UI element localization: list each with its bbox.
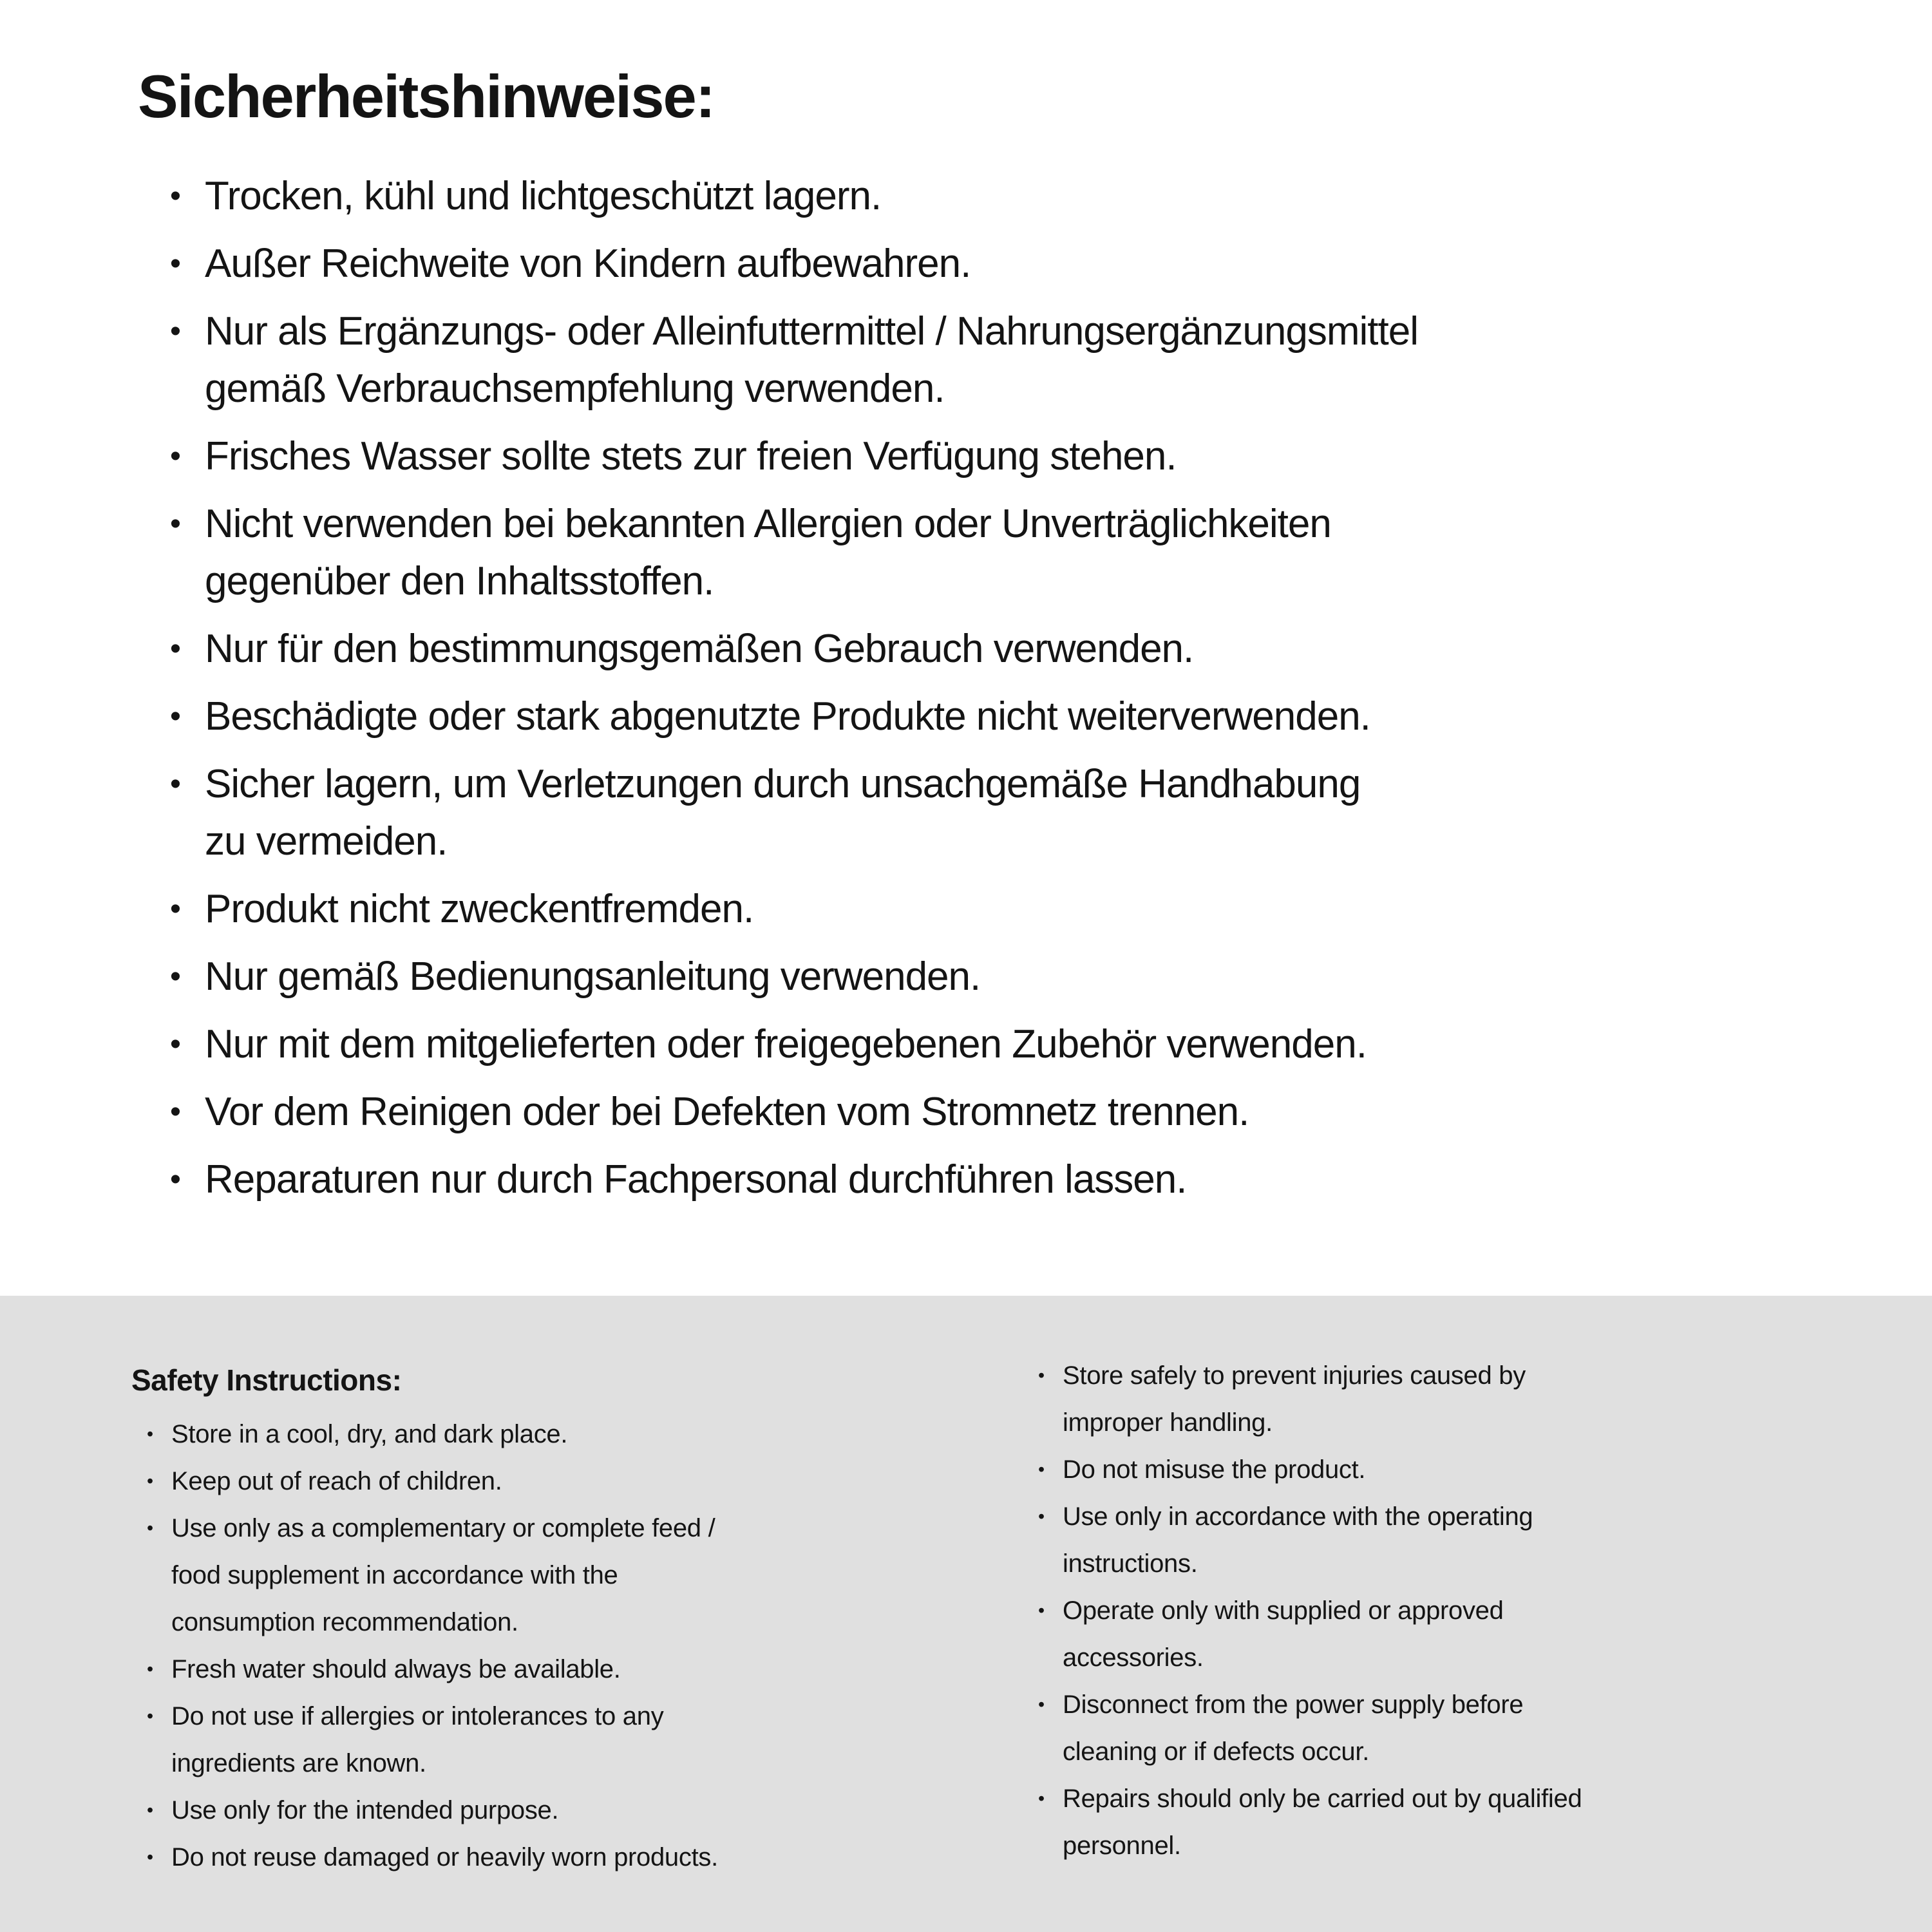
list-item-text [205, 428, 1909, 485]
list-item-line: • Trocken, kühl und lichtgeschützt lagern. [205, 174, 882, 219]
list-item-line: • Frisches Wasser sollte stets zur freien Verfügung stehen. [205, 434, 1177, 479]
list-item-text [205, 880, 1909, 938]
english-list-item [1023, 1587, 1911, 1681]
english-list-item [131, 1458, 1001, 1505]
list-item-text [205, 1016, 1909, 1073]
german-safety-section [138, 62, 1909, 1218]
list-item-text [205, 235, 1909, 292]
list-item-line: • Use only in accordance with the operating [1063, 1502, 1533, 1531]
list-item-line: ingredients are known. [171, 1749, 426, 1778]
list-item-text [205, 303, 1909, 417]
list-item-text [171, 1834, 1001, 1881]
list-item-line: • Do not use if allergies or intolerances to any [171, 1702, 664, 1731]
list-item-text [205, 688, 1909, 745]
list-item-line: • Produkt nicht zweckentfremden. [205, 887, 754, 932]
list-item-line: zu vermeiden. [205, 819, 448, 864]
list-item-text [205, 620, 1909, 677]
english-safety-list-left [131, 1411, 1001, 1881]
list-item-line: • Use only for the intended purpose. [171, 1796, 559, 1825]
german-list-item [138, 1083, 1909, 1141]
english-safety-list-right [1023, 1352, 1911, 1870]
german-list-item [138, 167, 1909, 225]
english-section-title: Safety Instructions: [131, 1363, 402, 1397]
list-item-line: • Nur als Ergänzungs- oder Alleinfuttermittel / Nahrungsergänzungsmittel [205, 309, 1418, 354]
english-list-item [1023, 1493, 1911, 1587]
german-list-item [138, 303, 1909, 417]
english-list-item [131, 1505, 1001, 1646]
list-item-text [205, 167, 1909, 225]
list-item-line: • Store in a cool, dry, and dark place. [171, 1420, 568, 1449]
german-list-item [138, 1151, 1909, 1208]
list-item-line: • Außer Reichweite von Kindern aufbewahren. [205, 242, 971, 287]
list-item-line: • Nicht verwenden bei bekannten Allergien oder Unverträglichkeiten [205, 502, 1331, 547]
list-item-text [171, 1411, 1001, 1458]
german-list-item [138, 948, 1909, 1005]
english-list-item [131, 1411, 1001, 1458]
english-list-item [131, 1693, 1001, 1787]
list-item-text [205, 495, 1909, 610]
german-list-item [138, 495, 1909, 610]
list-item-text [171, 1646, 1001, 1693]
list-item-line: instructions. [1063, 1549, 1198, 1578]
list-item-line: • Fresh water should always be available. [171, 1655, 621, 1684]
list-item-line: • Nur mit dem mitgelieferten oder freigegebenen Zubehör verwenden. [205, 1022, 1367, 1067]
list-item-text [205, 755, 1909, 870]
english-list-item [1023, 1446, 1911, 1493]
list-item-line: • Nur gemäß Bedienungsanleitung verwenden. [205, 954, 981, 999]
list-item-text [171, 1505, 1001, 1646]
list-item-line: • Do not misuse the product. [1063, 1455, 1366, 1484]
list-item-text [1063, 1493, 1911, 1587]
list-item-line: • Reparaturen nur durch Fachpersonal durchführen lassen. [205, 1157, 1187, 1202]
list-item-text [205, 948, 1909, 1005]
english-list-item [1023, 1776, 1911, 1870]
german-list-item [138, 1016, 1909, 1073]
list-item-text [1063, 1446, 1911, 1493]
list-item-text [171, 1693, 1001, 1787]
german-list-item [138, 428, 1909, 485]
list-item-line: consumption recommendation. [171, 1608, 518, 1637]
list-item-line: • Disconnect from the power supply before [1063, 1690, 1524, 1719]
english-list-item [1023, 1681, 1911, 1776]
list-item-line: • Operate only with supplied or approved [1063, 1596, 1504, 1625]
list-item-text [205, 1151, 1909, 1208]
list-item-line: gemäß Verbrauchsempfehlung verwenden. [205, 366, 945, 412]
english-right-column [1023, 1352, 1911, 1870]
list-item-line: • Use only as a complementary or complete feed / [171, 1514, 715, 1543]
list-item-line: • Repairs should only be carried out by qualified [1063, 1785, 1582, 1813]
list-item-line: • Do not reuse damaged or heavily worn products. [171, 1843, 718, 1872]
list-item-text [1063, 1352, 1911, 1446]
list-item-line: • Sicher lagern, um Verletzungen durch unsachgemäße Handhabung [205, 762, 1361, 807]
list-item-line: • Vor dem Reinigen oder bei Defekten vom Stromnetz trennen. [205, 1090, 1249, 1135]
english-left-column [131, 1363, 1001, 1881]
list-item-line: • Keep out of reach of children. [171, 1467, 502, 1496]
list-item-line: • Beschädigte oder stark abgenutzte Produkte nicht weiterverwenden. [205, 694, 1370, 739]
english-list-item [131, 1787, 1001, 1834]
english-safety-panel [0, 1296, 1932, 1932]
german-list-item [138, 235, 1909, 292]
list-item-text [1063, 1776, 1911, 1870]
german-list-item [138, 755, 1909, 870]
english-list-item [1023, 1352, 1911, 1446]
list-item-text [171, 1787, 1001, 1834]
german-list-item [138, 620, 1909, 677]
list-item-line: personnel. [1063, 1832, 1181, 1860]
list-item-line: food supplement in accordance with the [171, 1561, 618, 1590]
german-list-item [138, 688, 1909, 745]
english-list-item [131, 1834, 1001, 1881]
german-section-title: Sicherheitshinweise: [138, 62, 715, 130]
list-item-line: • Nur für den bestimmungsgemäßen Gebrauch verwenden. [205, 627, 1194, 672]
list-item-text [171, 1458, 1001, 1505]
list-item-text [1063, 1587, 1911, 1681]
list-item-line: cleaning or if defects occur. [1063, 1738, 1370, 1766]
list-item-text [205, 1083, 1909, 1141]
english-list-item [131, 1646, 1001, 1693]
list-item-line: • Store safely to prevent injuries caused by [1063, 1361, 1526, 1390]
list-item-line: gegenüber den Inhaltsstoffen. [205, 559, 714, 604]
list-item-line: accessories. [1063, 1643, 1204, 1672]
german-list-item [138, 880, 1909, 938]
german-safety-list [138, 167, 1909, 1208]
list-item-line: improper handling. [1063, 1408, 1273, 1437]
list-item-text [1063, 1681, 1911, 1776]
